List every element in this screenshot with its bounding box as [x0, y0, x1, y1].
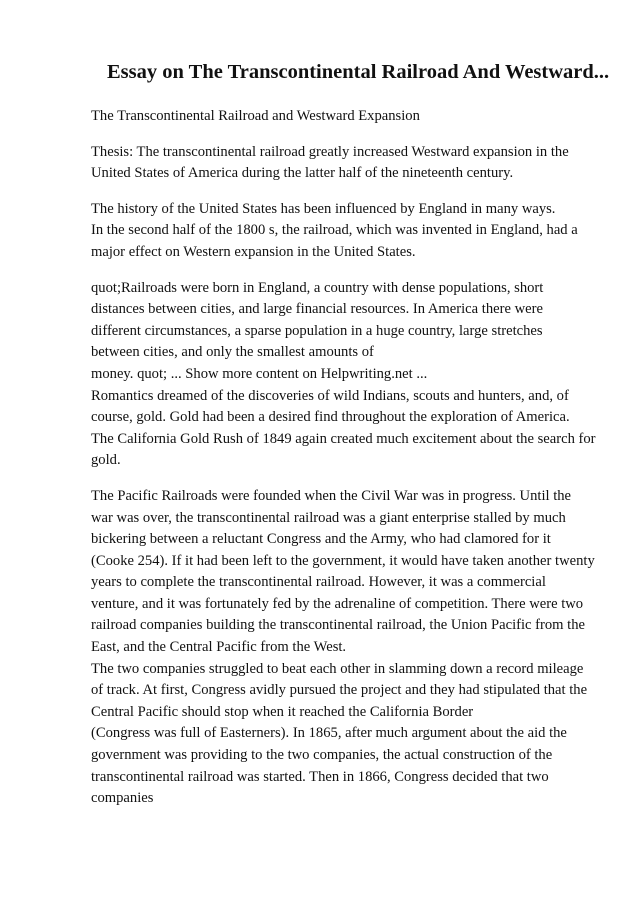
text-line: companies	[91, 790, 154, 807]
text-line: The Pacific Railroads were founded when the Civil War was in progress. Until the	[91, 487, 572, 504]
text-line: venture, and it was fortunately fed by the adrenaline of competition. There were two	[91, 595, 584, 612]
text-line: transcontinental railroad was started. Then in 1866, Congress decided that two	[91, 768, 549, 785]
document-title: Essay on The Transcontinental Railroad And Westward...	[107, 61, 610, 83]
text-line: Central Pacific should stop when it reached the California Border	[91, 703, 474, 720]
text-line: war was over, the transcontinental railroad was a giant enterprise stalled by much	[91, 509, 566, 526]
text-line: Romantics dreamed of the discoveries of wild Indians, scouts and hunters, and, of	[91, 387, 569, 404]
essay-subtitle-paragraph	[91, 106, 598, 128]
text-line: between cities, and only the smallest amounts of	[91, 344, 374, 361]
text-line: The two companies struggled to beat each other in slamming down a record mileage	[91, 660, 584, 677]
text-line: United States of America during the latter half of the nineteenth century.	[91, 165, 514, 182]
text-line: distances between cities, and large financial resources. In America there were	[91, 301, 543, 318]
text-line: (Cooke 254). If it had been left to the government, it would have taken another twenty	[91, 552, 595, 569]
text-line: course, gold. Gold had been a desired find throughout the exploration of America.	[91, 409, 570, 426]
text-line: The Transcontinental Railroad and Westward Expansion	[91, 108, 420, 124]
text-line: years to complete the transcontinental railroad. However, it was a commercial	[91, 574, 546, 591]
text-line: Thesis: The transcontinental railroad greatly increased Westward expansion in the	[91, 143, 569, 160]
text-line: The history of the United States has been influenced by England in many ways.	[91, 200, 556, 217]
pacific-railroads-paragraph	[91, 486, 598, 810]
text-line: major effect on Western expansion in the United States.	[91, 243, 416, 260]
text-line: different circumstances, a sparse population in a huge country, large stretches	[91, 322, 543, 339]
text-line: quot;Railroads were born in England, a country with dense populations, short	[91, 279, 544, 296]
thesis-paragraph	[91, 142, 598, 185]
history-paragraph	[91, 199, 598, 264]
text-line: bickering between a reluctant Congress and the Army, who had clamored for it	[91, 531, 551, 548]
text-line: gold.	[91, 452, 121, 469]
text-line: In the second half of the 1800 s, the railroad, which was invented in England, had a	[91, 222, 578, 239]
text-line: money. quot; ... Show more content on Helpwriting.net ...	[91, 365, 428, 382]
text-line: (Congress was full of Easterners). In 1865, after much argument about the aid the	[91, 725, 567, 742]
railroads-quote-paragraph	[91, 278, 598, 472]
text-line: of track. At first, Congress avidly pursued the project and they had stipulated that the	[91, 682, 588, 699]
text-line: The California Gold Rush of 1849 again created much excitement about the search for	[91, 430, 596, 447]
text-line: government was providing to the two companies, the actual construction of the	[91, 747, 553, 764]
text-line: railroad companies building the transcontinental railroad, the Union Pacific from the	[91, 617, 586, 634]
text-line: East, and the Central Pacific from the West.	[91, 639, 347, 656]
